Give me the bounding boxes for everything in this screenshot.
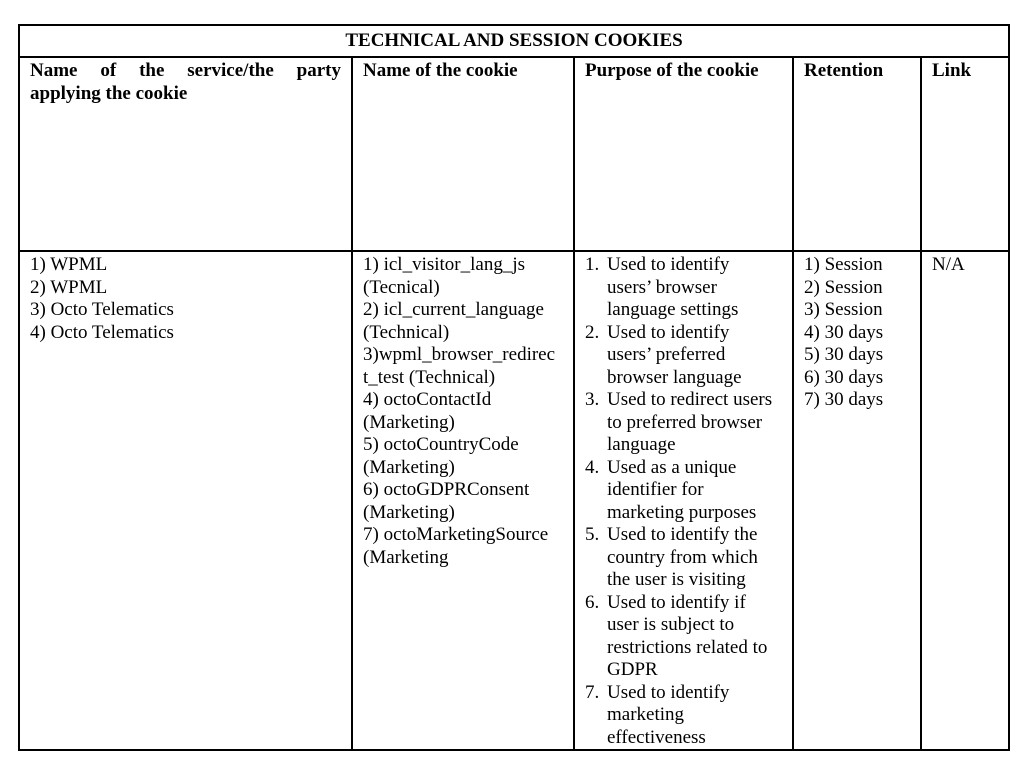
cookie-name-line: (Marketing) <box>363 456 455 478</box>
purpose-line: Used to redirect users <box>607 389 773 410</box>
purpose-line: to preferred browser <box>607 411 763 433</box>
purpose-line: language <box>607 434 676 455</box>
purpose-line: country from which <box>607 546 758 568</box>
cookie-name-line: (Technical) <box>363 321 450 343</box>
purpose-item <box>585 389 784 457</box>
purpose-line: the user is visiting <box>607 569 746 590</box>
table-row <box>19 251 1009 750</box>
purpose-line: Used to identify if <box>607 591 746 613</box>
service-item: 3) Octo Telematics <box>30 299 174 320</box>
header-service-word: Name <box>30 60 78 81</box>
purpose-line: effectiveness <box>607 726 706 748</box>
cookie-name-line: 5) octoCountryCode <box>363 434 519 455</box>
purpose-line: Used to identify the <box>607 524 758 545</box>
retention-item: 1) Session <box>804 254 883 275</box>
cookie-name-line: (Marketing <box>363 546 449 568</box>
purpose-item <box>585 322 784 390</box>
purpose-list <box>585 254 784 749</box>
retention-item: 4) 30 days <box>804 321 884 343</box>
purpose-number: 2. <box>585 321 600 343</box>
purpose-item <box>585 592 784 682</box>
link-value: N/A <box>932 254 965 275</box>
purpose-line: marketing <box>607 704 685 725</box>
purpose-line: users’ preferred <box>607 344 726 365</box>
purpose-line: browser language <box>607 366 742 388</box>
header-service-word: the <box>139 60 165 81</box>
retention-item: 7) 30 days <box>804 389 884 410</box>
retention-item: 3) Session <box>804 299 883 320</box>
link-cell <box>921 251 1009 750</box>
cookie-name-line: 4) octoContactId <box>363 389 492 410</box>
retention-item: 6) 30 days <box>804 366 884 388</box>
services-cell <box>19 251 352 750</box>
purpose-line: Used to identify <box>607 321 730 343</box>
cookie-name-line: (Marketing) <box>363 501 455 523</box>
retention-item: 2) Session <box>804 276 883 298</box>
purposes-cell <box>574 251 793 750</box>
table-title-row <box>19 25 1009 57</box>
header-cookie-name: Name of the cookie <box>352 57 574 251</box>
header-service <box>19 57 352 251</box>
header-service-line1 <box>30 60 341 83</box>
purpose-item <box>585 457 784 525</box>
purpose-item <box>585 682 784 750</box>
purpose-number: 6. <box>585 591 600 613</box>
purpose-number: 5. <box>585 524 600 545</box>
purpose-item <box>585 524 784 592</box>
cookie-name-line: 1) icl_visitor_lang_js <box>363 254 526 275</box>
purpose-line: identifier for <box>607 479 704 500</box>
header-service-word: of <box>100 60 117 81</box>
purpose-line: restrictions related to <box>607 636 768 658</box>
cookie-names-cell <box>352 251 574 750</box>
cookie-name-line: 3)wpml_browser_redirec <box>363 344 556 365</box>
cookie-name-line: 6) octoGDPRConsent <box>363 479 530 500</box>
purpose-line: users’ browser <box>607 276 717 298</box>
service-item: 2) WPML <box>30 276 108 298</box>
purpose-line: Used as a unique <box>607 456 737 478</box>
purpose-line: language settings <box>607 299 739 320</box>
purpose-number: 3. <box>585 389 600 410</box>
purpose-number: 4. <box>585 456 600 478</box>
purpose-line: marketing purposes <box>607 501 757 523</box>
retention-cell <box>793 251 921 750</box>
header-link: Link <box>921 57 1009 251</box>
purpose-line: Used to identify <box>607 254 730 275</box>
purpose-line: Used to identify <box>607 681 730 703</box>
cookie-name-line: 2) icl_current_language <box>363 299 544 320</box>
table-header-row <box>19 57 1009 251</box>
retention-item: 5) 30 days <box>804 344 884 365</box>
purpose-number: 1. <box>585 254 600 275</box>
header-purpose: Purpose of the cookie <box>574 57 793 251</box>
cookie-table <box>18 24 1010 751</box>
header-service-word: party <box>296 60 341 81</box>
purpose-item <box>585 254 784 322</box>
service-item: 4) Octo Telematics <box>30 321 174 343</box>
purpose-number: 7. <box>585 681 600 703</box>
cookie-name-line: t_test (Technical) <box>363 366 496 388</box>
purpose-line: GDPR <box>607 659 658 680</box>
header-service-line2: applying the cookie <box>30 82 188 104</box>
header-retention: Retention <box>793 57 921 251</box>
cookie-name-line: (Tecnical) <box>363 276 440 298</box>
cookie-name-line: 7) octoMarketingSource <box>363 524 549 545</box>
purpose-line: user is subject to <box>607 614 735 635</box>
cookie-name-line: (Marketing) <box>363 411 455 433</box>
table-title: TECHNICAL AND SESSION COOKIES <box>19 25 1009 57</box>
service-item: 1) WPML <box>30 254 108 275</box>
header-service-word: service/the <box>187 60 274 81</box>
